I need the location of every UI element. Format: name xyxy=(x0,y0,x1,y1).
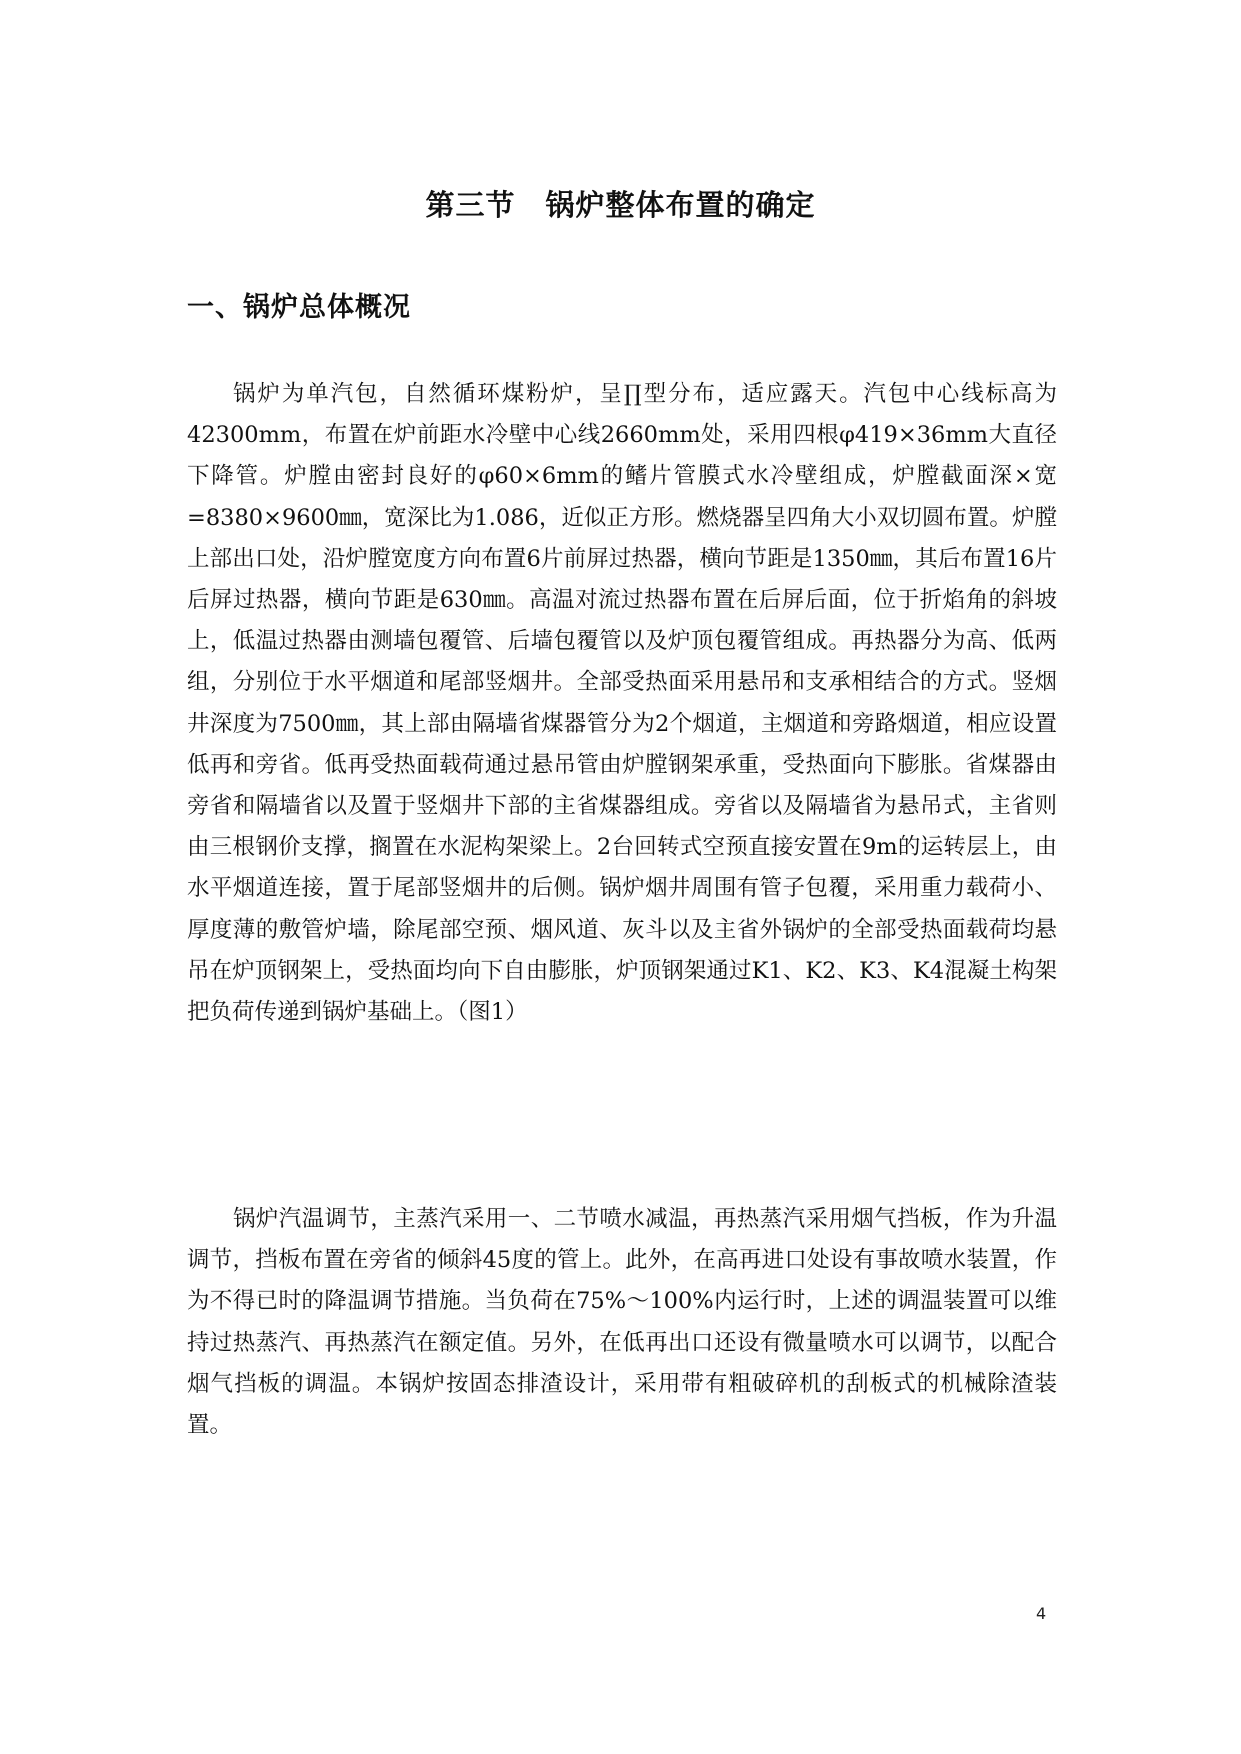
paragraph-overview: 锅炉为单汽包，自然循环煤粉炉，呈∏型分布，适应露天。汽包中心线标高为42300mm，布置在炉前距水冷壁中心线2660mm处，采用四根φ419×36mm大直径下降管。炉膛由密封良好的φ60×6mm的鳍片管膜式水冷壁组成，炉膛截面深×宽=8380×9600㎜，宽深比为1.086，近似正方形。燃烧器呈四角大小双切圆布置。炉膛上部出口处，沿炉膛宽度方向布置6片前屏过热器，横向节距是1350㎜，其后布置16片后屏过热器，横向节距是630㎜。高温对流过热器布置在后屏后面，位于折焰角的斜坡上，低温过热器由测墙包覆管、后墙包覆管以及炉顶包覆管组成。再热器分为高、低两组，分别位于水平烟道和尾部竖烟井。全部受热面采用悬吊和支承相结合的方式。竖烟井深度为7500㎜，其上部由隔墙省煤器管分为2个烟道，主烟道和旁路烟道，相应设置低再和旁省。低再受热面载荷通过悬吊管由炉膛钢架承重，受热面向下膨胀。省煤器由旁省和隔墙省以及置于竖烟井下部的主省煤器组成。旁省以及隔墙省为悬吊式，主省则由三根钢价支撑，搁置在水泥构架梁上。2台回转式空预直接安置在9m的运转层上，由水平烟道连接，置于尾部竖烟井的后侧。锅炉烟井周围有管子包覆，采用重力载荷小、厚度薄的敷管炉墙，除尾部空预、烟风道、灰斗以及主省外锅炉的全部受热面载荷均悬吊在炉顶钢架上，受热面均向下自由膨胀，炉顶钢架通过K1、K2、K3、K4混凝土构架把负荷传递到锅炉基础上。（图1） xyxy=(187,381,1057,1026)
section-title: 第三节 锅炉整体布置的确定 xyxy=(425,188,816,222)
page-number: 4 xyxy=(1036,1604,1047,1623)
paragraph-temperature-control: 锅炉汽温调节，主蒸汽采用一、二节喷水减温，再热蒸汽采用烟气挡板，作为升温调节，挡板布置在旁省的倾斜45度的管上。此外，在高再进口处设有事故喷水装置，作为不得已时的降温调节措施。当负荷在75%～100%内运行时，上述的调温装置可以维持过热蒸汽、再热蒸汽在额定值。另外，在低再出口还设有微量喷水可以调节，以配合烟气挡板的调温。本锅炉按固态排渣设计，采用带有粗破碎机的刮板式的机械除渣装置。 xyxy=(187,1206,1057,1439)
sub-heading: 一、锅炉总体概况 xyxy=(187,292,411,323)
